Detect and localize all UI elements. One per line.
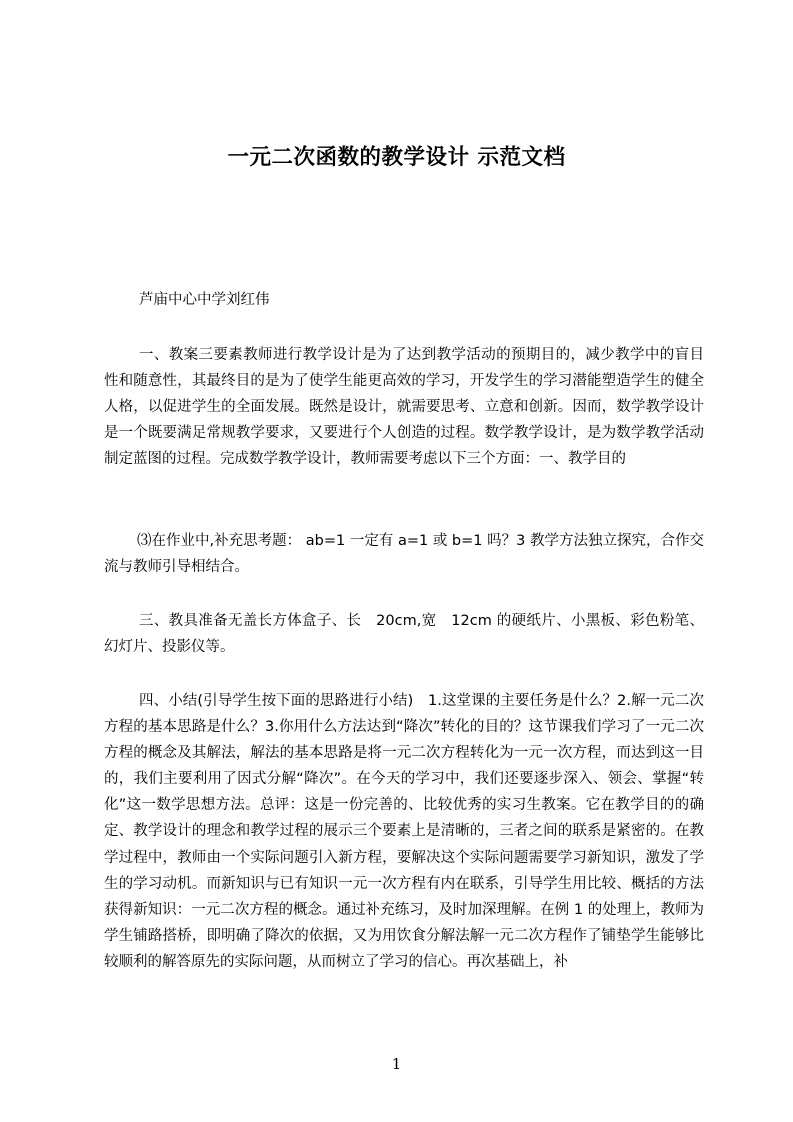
paragraph-teaching-aids: 三、教具准备无盖长方体盒子、长 20cm,宽 12cm 的硬纸片、小黑板、彩色粉笔、幻灯片、投影仪等。 (104, 613, 704, 656)
document-title: 一元二次函数的教学设计 示范文档 (227, 145, 566, 170)
page-number: 1 (391, 1055, 402, 1073)
author-line: 芦庙中心中学刘红伟 (139, 292, 270, 308)
paragraph-teaching-elements: 一、教案三要素教师进行教学设计是为了达到教学活动的预期目的，减少教学中的盲目性和随意性，其最终目的是为了使学生能更高效的学习，开发学生的学习潜能塑造学生的健全人格，以促进学生的全面发展。既然是设计，就需要思考、立意和创新。因而，数学教学设计是一个既要满足常规教学要求，又要进行个人创造的过程。数学教学设计，是为数学教学活动制定蓝图的过程。完成数学教学设计，教师需要考虑以下三个方面：一、教学目的 (104, 347, 704, 468)
paragraph-summary: 四、小结(引导学生按下面的思路进行小结) 1.这堂课的主要任务是什么？2.解一元二次方程的基本思路是什么？3.你用什么方法达到“降次”转化的目的？这节课我们学习了一元二次方程的概念及其解法，解法的基本思路是将一元二次方程转化为一元一次方程，而达到这一目的，我们主要利用了因式分解“降次”。在今天的学习中，我们还要逐步深入、领会、掌握“转化”这一数学思想方法。总评：这是一份完善的、比较优秀的实习生教案。它在教学目的的确定、教学设计的理念和教学过程的展示三个要素上是清晰的，三者之间的联系是紧密的。在教学过程中，教师由一个实际问题引入新方程，要解决这个实际问题需要学习新知识，激发了学生的学习动机。而新知识与已有知识一元一次方程有内在联系，引导学生用比较、概括的方法获得新知识：一元二次方程的概念。通过补充练习，及时加深理解。在例 1 的处理上，教师为学生铺路搭桥，即明确了降次的依据，又为用饮食分解法解一元二次方程作了铺垫学生能够比较顺利的解答原先的实际问题，从而树立了学习的信心。再次基础上，补 (104, 693, 704, 970)
paragraph-homework: ⑶在作业中,补充思考题： ab=1 一定有 a=1 或 b=1 吗？3 教学方法独立探究，合作交流与教师引导相结合。 (104, 533, 704, 576)
